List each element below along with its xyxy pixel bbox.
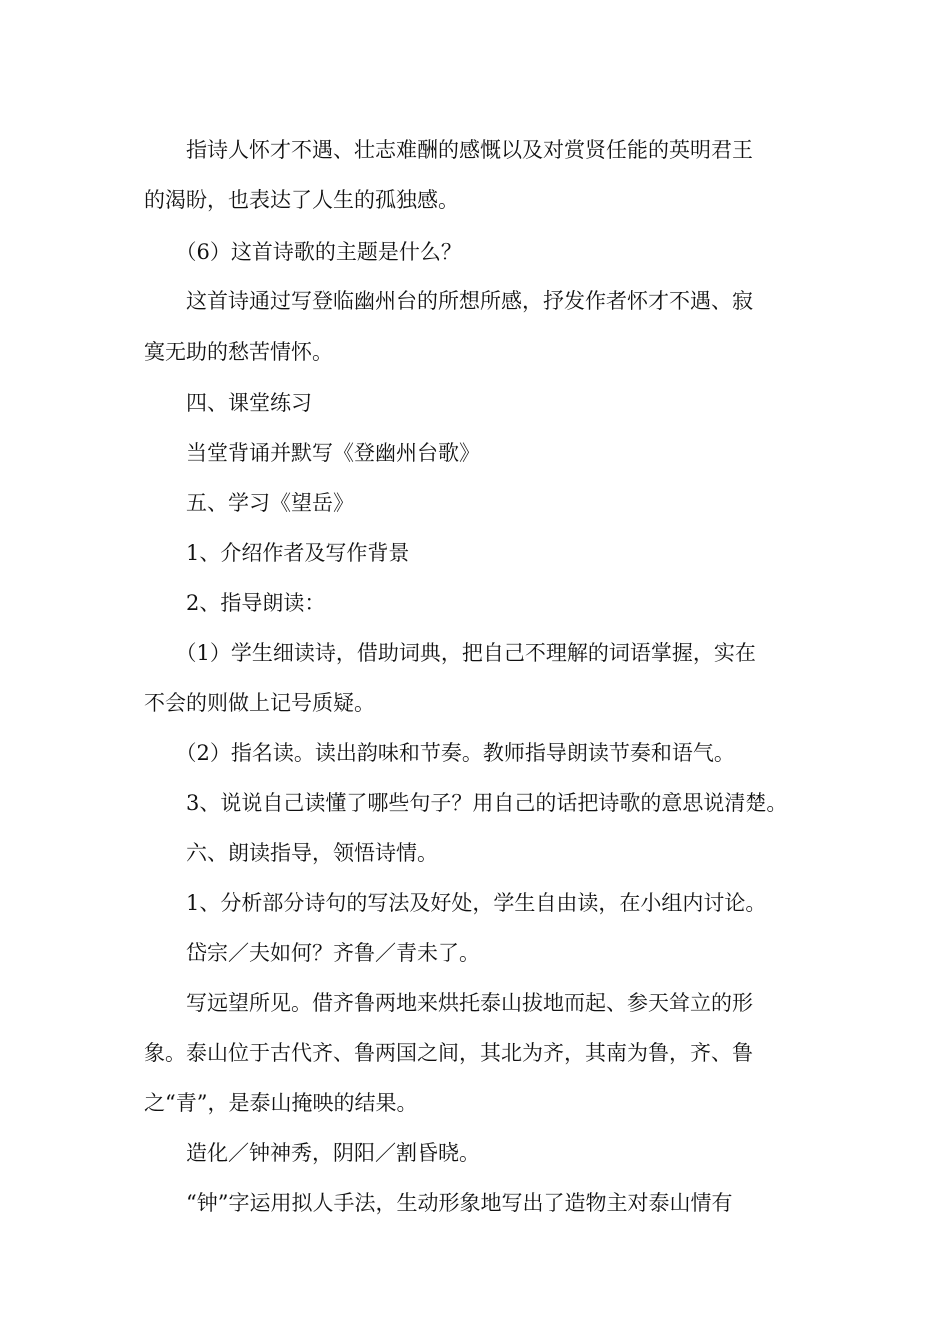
text-line: 的渴盼，也表达了人生的孤独感。 xyxy=(144,188,459,212)
text-line: “钟”字运用拟人手法，生动形象地写出了造物主对泰山情有 xyxy=(144,1191,733,1215)
text-line: 造化／钟神秀，阴阳／割昏晓。 xyxy=(144,1141,480,1165)
text-line: 五、学习《望岳》 xyxy=(144,491,354,515)
text-line: （2）指名读。读出韵味和节奏。教师指导朗读节奏和语气。 xyxy=(144,741,735,765)
text-line: 寞无助的愁苦情怀。 xyxy=(144,340,333,364)
text-line: 指诗人怀才不遇、壮志难酬的感慨以及对赏贤任能的英明君王 xyxy=(144,138,753,162)
text-line: 象。泰山位于古代齐、鲁两国之间，其北为齐，其南为鲁，齐、鲁 xyxy=(144,1041,753,1065)
text-line: 不会的则做上记号质疑。 xyxy=(144,691,375,715)
text-line: 1、介绍作者及写作背景 xyxy=(144,541,410,565)
text-line: 2、指导朗读： xyxy=(144,591,326,615)
text-line: 六、朗读指导，领悟诗情。 xyxy=(144,841,438,865)
text-line: 岱宗／夫如何？齐鲁／青未了。 xyxy=(144,941,480,965)
text-line: 3、说说自己读懂了哪些句子？用自己的话把诗歌的意思说清楚。 xyxy=(144,791,788,815)
text-line: 写远望所见。借齐鲁两地来烘托泰山拔地而起、参天耸立的形 xyxy=(144,991,753,1015)
text-line: （1）学生细读诗，借助词典，把自己不理解的词语掌握，实在 xyxy=(144,641,756,665)
text-line: 1、分析部分诗句的写法及好处，学生自由读，在小组内讨论。 xyxy=(144,891,767,915)
text-line: 四、课堂练习 xyxy=(144,391,312,415)
text-line: （6）这首诗歌的主题是什么？ xyxy=(144,240,462,264)
text-line: 这首诗通过写登临幽州台的所想所感，抒发作者怀才不遇、寂 xyxy=(144,289,753,313)
text-line: 之“青”，是泰山掩映的结果。 xyxy=(144,1091,418,1115)
text-line: 当堂背诵并默写《登幽州台歌》 xyxy=(144,441,480,465)
